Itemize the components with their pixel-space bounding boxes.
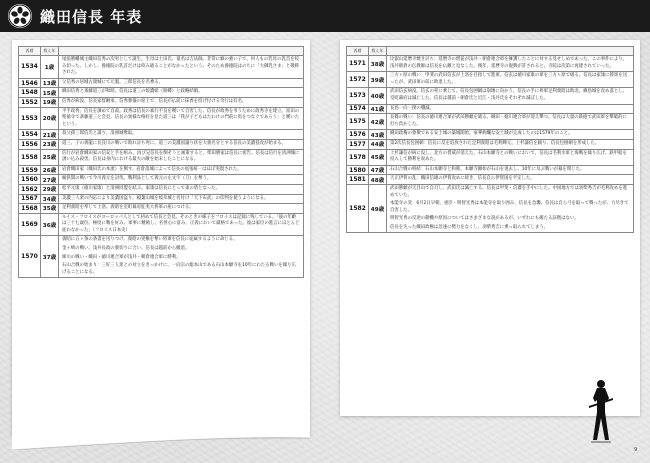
year-cell: 1572 <box>347 72 369 88</box>
age-cell: 19歳 <box>41 97 59 107</box>
age-cell: 13歳 <box>41 78 59 88</box>
timeline-row <box>347 175 634 185</box>
event-text: 第2次信長包囲網：信長に反を追放された足利義昭は毛利輝元、上杉謙信を頼り、信長包囲網を形成した。 <box>390 140 600 146</box>
event-cell <box>59 194 304 204</box>
event-text: 長島一向一揆の殲滅。 <box>390 105 434 111</box>
year-cell: 1573 <box>347 88 369 104</box>
event-text: 織田政権の象徴である安土城の築城開始。豪華絢爛な安土城が完成したのは1579年のこと。 <box>390 131 573 137</box>
age-cell: 21歳 <box>41 130 59 140</box>
age-cell: 34歳 <box>41 194 59 204</box>
event-cell <box>59 204 304 214</box>
year-cell: 1567 <box>19 194 41 204</box>
timeline-row <box>347 184 634 233</box>
event-text: 比叡山延暦寺焼き討ち：延暦寺の僧徒が浅井・朝倉連合軍を擁護したことに対する見せしめであった。この事件により、浅井朝倉の伝教師は信長を仏敵と見なした。後年、延暦寺の復興が許されると、寺院は次第に再建されていった。 <box>390 57 628 69</box>
event-text: 武田勝頼が天目山で自刃し、武田氏は滅亡する。信長は甲斐・信濃を手中にした。中国地方では羽柴秀吉が毛利攻めを進めていた。 <box>390 185 628 198</box>
year-cell: 1546 <box>19 78 41 88</box>
event-text: 姉川の戦い・織田・徳川連合軍が浅井・朝倉連合軍に勝利。 <box>62 254 181 260</box>
event-text: 長篠の戦い：信長の徳川連合軍が武田勝頼を破る。織田・徳川連合軍が迎え撃つ。信長は大量の鉄砲で武田軍を撃破的に打ち負かした。 <box>390 115 627 127</box>
event-text: 道三、子の義龍に長良川の戦いで敗れ討ち死に。道三の美濃国譲り状を大義名分とする信長の美濃侵攻が始まる。 <box>62 140 286 146</box>
year-column-header: 西暦 <box>347 47 369 56</box>
timeline-row <box>19 97 304 107</box>
event-cell <box>59 149 304 165</box>
page-header <box>0 0 650 32</box>
age-cell: 41歳 <box>369 104 387 114</box>
event-text: ルイス・フロイスがヨーロッパ人として初めて信長と会見。そのときの様子をフロイスは記録に残している。「彼の年齢は三十七歳位。極度に戦を好み、軍事に精励し、名誉心に富み、正義において厳格であった。彼は家臣の進言にほとんど従わなかった」（フロイス日本史） <box>62 214 300 233</box>
age-cell: 40歳 <box>369 88 387 104</box>
timeline-row <box>347 104 634 114</box>
timeline-row <box>347 114 634 130</box>
table-header-row <box>347 47 634 56</box>
age-cell: 43歳 <box>369 130 387 140</box>
year-cell: 1571 <box>347 56 369 72</box>
event-text: 織田信秀と斎藤道三が和睦。信長は道三の娘濃姫（帰蝶）と政略結婚。 <box>62 89 203 95</box>
event-text: 松平元康（徳川家康）と清洲同盟を結ぶ。家康は信長にとって東の盾となった。 <box>62 185 221 191</box>
age-cell: 20歳 <box>41 107 59 130</box>
age-cell: 23歳 <box>41 139 59 149</box>
timeline-row <box>19 139 304 149</box>
age-cell: 38歳 <box>369 56 387 72</box>
timeline-row <box>19 78 304 88</box>
event-cell <box>59 139 304 149</box>
age-column-header: 数え年 <box>41 47 59 56</box>
event-column-header <box>59 47 304 56</box>
timeline-row <box>347 130 634 140</box>
event-cell <box>59 78 304 88</box>
timeline-row <box>19 88 304 98</box>
event-text: 武田信玄病没。信玄の死に乗じて、信長包囲網は崩壊に向かう。信長の手に将軍足利義昭は敗北。槇島城を攻め落とし、室町幕府は滅亡した。信長は越前・朝倉氏と近江・浅井氏をそれぞれ滅ぼした。 <box>390 89 628 101</box>
event-text: 桶狭間の戦いで今川義元を討伐。戦利品として義元の左文字（刀）を奪う。 <box>62 176 212 182</box>
event-text: 信行が岩倉織田家の信安と手を組み、再び兄信長を倒そうと画策すると、柴田勝家は信長に密告。信長は信行を清洲城に誘い込み殺害。信長は身内における最大の敵を始末したことになる。 <box>62 150 300 163</box>
age-cell: 49歳 <box>369 184 387 233</box>
age-cell: 29歳 <box>41 184 59 194</box>
timeline-row <box>347 56 634 72</box>
samurai-silhouette-icon <box>588 378 614 444</box>
event-cell <box>59 97 304 107</box>
event-text: 金ヶ崎の戦い。浅井長政の裏切りに合い、信長は越前から撤退。 <box>62 246 190 252</box>
event-text: 明智光秀の反逆の動機や原因についてはさまざまな説があるが、いずれにも確たる証拠はない。 <box>390 216 579 222</box>
age-cell: 44歳 <box>369 139 387 149</box>
timeline-row <box>347 72 634 88</box>
event-cell <box>59 56 304 79</box>
left-page <box>12 40 310 436</box>
timeline-row <box>347 149 634 165</box>
event-text: 信秀が病没、信長家督継承。信秀葬儀の席上で、信長が仏前に抹香を投げ付ける奇行は有名。 <box>62 98 247 104</box>
event-cell <box>59 184 304 194</box>
year-cell: 1581 <box>347 175 369 185</box>
event-text: 美濃三人衆の内応により美濃国盗り。稲葉山城を岐阜城と名付け「天下布武」の印判を使うようになる。 <box>62 195 269 201</box>
age-cell: 15歳 <box>41 88 59 98</box>
timeline-row <box>347 88 634 104</box>
timeline-row <box>19 175 304 185</box>
age-cell: 39歳 <box>369 72 387 88</box>
year-cell: 1554 <box>19 130 41 140</box>
timeline-row <box>19 204 304 214</box>
year-cell: 1534 <box>19 56 41 79</box>
event-cell <box>387 104 634 114</box>
timeline-row <box>19 107 304 130</box>
year-cell: 1556 <box>19 139 41 149</box>
timeline-table-left <box>18 46 304 278</box>
year-cell: 1569 <box>19 213 41 236</box>
year-cell: 1553 <box>19 107 41 130</box>
timeline-row <box>19 184 304 194</box>
year-cell: 1575 <box>347 114 369 130</box>
age-cell: 1歳 <box>41 56 59 79</box>
event-cell <box>387 139 634 149</box>
event-cell <box>387 56 634 72</box>
event-cell <box>59 130 304 140</box>
page-curl <box>12 432 310 450</box>
event-cell <box>387 130 634 140</box>
event-text: 本能寺の変：6月2日早朝、重臣・明智光秀は本能寺を取り囲み、信長を急襲。信長は自ら弓を取って戦ったが、力尽きて自害した。 <box>390 201 629 213</box>
year-cell: 1576 <box>347 130 369 140</box>
event-text: 上杉謙信が病に没し、北方の脅威が消えた。石山本願寺との戦いにおいて、信長は毛利水軍と海戦を繰り広げ、鉄甲船を投入して勝利を収めた。 <box>390 150 627 163</box>
timeline-row <box>19 165 304 175</box>
event-text: 叔父孫三郎信光と謀り、清洲城奪取。 <box>62 131 137 137</box>
event-text: 岩倉織田家（織田氏の本流）を倒す。岩倉落城によって信長の尾張統一はほぼ実現された。 <box>62 166 242 172</box>
page-title: 織田信長 年表 <box>40 8 143 26</box>
timeline-table-right <box>346 46 634 233</box>
event-cell <box>387 88 634 104</box>
timeline-row <box>19 149 304 165</box>
year-column-header: 西暦 <box>19 47 41 56</box>
event-cell <box>59 107 304 130</box>
event-cell <box>387 184 634 233</box>
year-cell: 1577 <box>347 139 369 149</box>
age-cell: 35歳 <box>41 204 59 214</box>
event-cell <box>59 236 304 278</box>
age-cell: 42歳 <box>369 114 387 130</box>
timeline-row <box>19 194 304 204</box>
event-cell <box>387 149 634 165</box>
event-column-header <box>387 47 634 56</box>
event-cell <box>59 175 304 185</box>
event-text: 石山合戦の終結：石山本願寺と和睦。本願寺顕如が石山を退去し、10年に及ぶ戦いが幕を閉じた。 <box>390 166 585 172</box>
year-cell: 1558 <box>19 149 41 165</box>
year-cell: 1560 <box>19 175 41 185</box>
event-text: 三方ヶ原の戦い：甲斐の武田信玄が上洛を目指して進軍。信玄は徳川家康の軍を三方ヶ原で破る。信長は家康に援軍を送ったが、武田軍の前に敗退した。 <box>390 73 628 85</box>
age-cell: 45歳 <box>369 149 387 165</box>
event-cell <box>59 213 304 236</box>
age-cell: 25歳 <box>41 149 59 165</box>
year-cell: 1552 <box>19 97 41 107</box>
year-cell: 1580 <box>347 165 369 175</box>
event-text: 信長を失った織田政権は急速に勢力をなくし、羽柴秀吉に乗っ取られてしまう。 <box>390 224 549 230</box>
year-cell: 1568 <box>19 204 41 214</box>
event-cell <box>387 114 634 130</box>
event-cell <box>387 165 634 175</box>
age-cell: 27歳 <box>41 175 59 185</box>
event-cell <box>59 88 304 98</box>
age-cell: 48歳 <box>369 175 387 185</box>
timeline-row <box>19 130 304 140</box>
year-cell: 1578 <box>347 149 369 165</box>
event-cell <box>387 175 634 185</box>
timeline-row <box>347 165 634 175</box>
event-cell <box>59 165 304 175</box>
timeline-row <box>19 236 304 278</box>
timeline-row <box>19 56 304 79</box>
oda-crest-icon <box>8 4 32 28</box>
table-header-row <box>19 47 304 56</box>
event-text: 足利義昭を奉じて上洛。義昭を室町幕府征夷大将軍の座につける。 <box>62 205 194 211</box>
page-number: 9 <box>634 447 638 453</box>
event-text: 義昭に五ヶ条の条書を送りつけ、義昭の実権を奪い将軍を信長に従属するように命じる。 <box>62 237 238 243</box>
year-cell: 1548 <box>19 88 41 98</box>
event-text: 天正伊賀の乱：織田信雄の伊賀攻めに続き、信長自ら伊賀国を平定した。 <box>390 176 535 182</box>
event-cell <box>387 72 634 88</box>
year-cell: 1574 <box>347 104 369 114</box>
event-text: 父信秀の居城古渡城にて元服。三郎信長を名乗る。 <box>62 79 163 85</box>
event-text: 平手政秀、信長を諫めて自殺。政秀は信長の素行不良を嘆いて自害した。信長が政秀を弔うために政秀寺を建立。富田の聖徳寺で斎藤道三と会見。信長の異様な格好を見た道三は「我が子どもはたわけの門前に馬をつなぐであろう」と嘆いたという。 <box>62 108 300 127</box>
event-text: 石山合戦の始まり：三好三人衆との対立をきっかけに、一向宗の総本山である石山本願寺を10年にわたる戦いを繰り広げることになる。 <box>62 263 296 275</box>
age-column-header: 数え年 <box>369 47 387 56</box>
year-cell: 1582 <box>347 184 369 233</box>
age-cell: 37歳 <box>41 236 59 278</box>
timeline-row <box>19 213 304 236</box>
age-cell: 47歳 <box>369 165 387 175</box>
right-page <box>340 40 640 416</box>
event-text: 尾張勝幡城主織田信秀の次男として誕生。生母は土田氏、童名は吉法師。非常に癖の強い子で、何人もの乳母の乳首を咬み切った。しかし、養徳院の乳首だけは咬み破ることがなかったという。そのため養徳院はのちに「大御乳さま」と敬称された。 <box>62 57 300 76</box>
timeline-row <box>347 139 634 149</box>
age-cell: 26歳 <box>41 165 59 175</box>
year-cell: 1570 <box>19 236 41 278</box>
age-cell: 36歳 <box>41 213 59 236</box>
year-cell: 1562 <box>19 184 41 194</box>
year-cell: 1559 <box>19 165 41 175</box>
